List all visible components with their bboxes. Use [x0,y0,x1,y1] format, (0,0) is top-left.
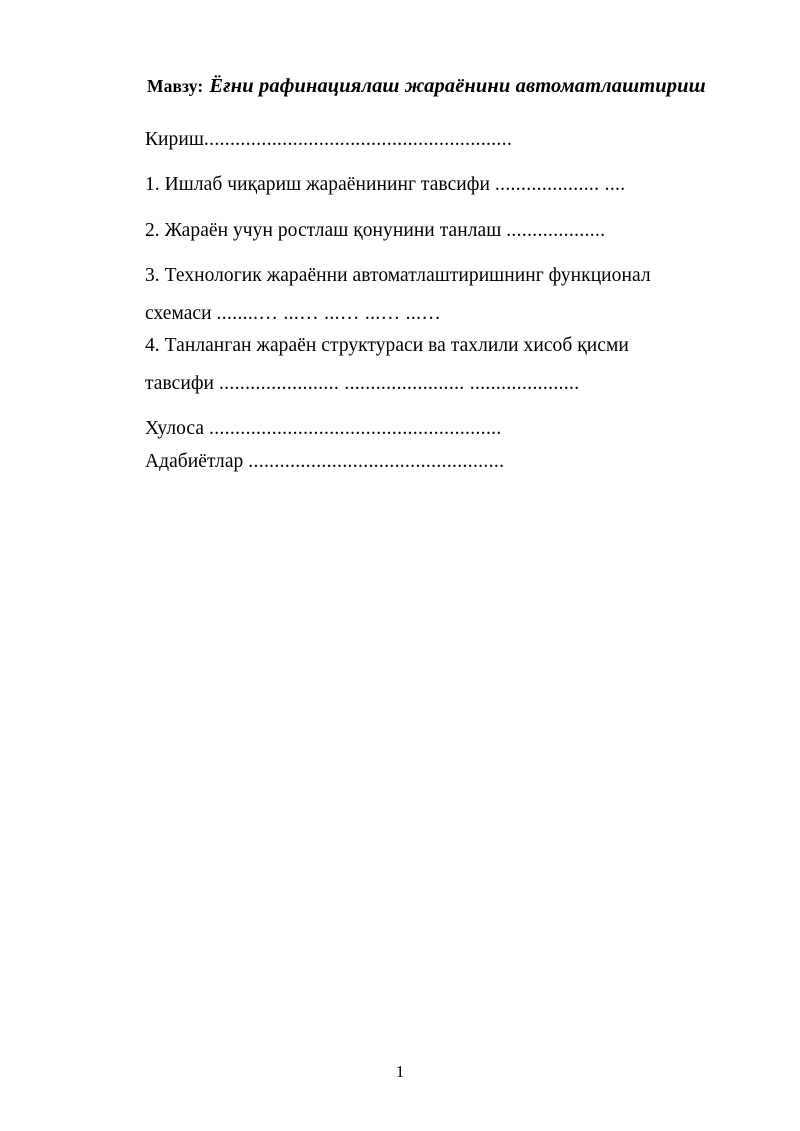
dot-leader: ........................................................ [209,418,502,440]
toc-entry-label: Хулоса [145,418,210,440]
title-topic: Ёғни рафинациялаш жараёнини автоматлаштириш [209,75,706,97]
toc-entry-label: Адабиётлар [145,450,249,472]
toc-line [145,130,745,150]
toc-line [145,266,745,286]
title-label: Мавзу: [147,76,204,96]
table-of-contents [145,130,745,472]
toc-entry-kirish [145,130,745,150]
toc-entry-label-continuation: тавсифи [145,372,219,394]
toc-entry-label: 3. Технологик жараённи автоматлаштиришнинг функционал [145,265,651,287]
toc-entry-label: 2. Жараён учун ростлаш қонунини танлаш [145,219,507,241]
dot-leader: ................... [506,219,606,241]
toc-line-continuation [145,374,745,394]
toc-line [145,221,745,241]
toc-line [145,419,745,439]
page-number: 1 [395,1062,405,1081]
toc-entry-3 [145,266,745,323]
dot-leader: ........… ...… ...… ...… ...… [216,302,442,324]
toc-line [145,452,745,472]
dot-leader: ........................................................... [203,128,513,150]
toc-entry-1 [145,175,745,195]
toc-entry-label: Кириш [145,128,204,150]
toc-entry-label-continuation: схемаси [145,302,217,324]
toc-line-continuation [145,304,745,324]
page-title [147,74,745,100]
toc-entry-xulosa [145,419,745,439]
dot-leader: ....................... ....................... ..................... [218,372,580,394]
dot-leader: .................... .... [494,174,626,196]
toc-entry-label: 1. Ишлаб чиқариш жараёнининг тавсифи [145,174,495,196]
toc-entry-2 [145,221,745,241]
toc-entry-label: 4. Танланган жараён структураси ва тахлили хисоб қисми [145,335,629,357]
page-content [145,74,745,471]
toc-line [145,175,745,195]
toc-entry-4 [145,336,745,393]
toc-line [145,336,745,356]
toc-entry-adabiyotlar [145,452,745,472]
dot-leader: ................................................. [248,450,505,472]
